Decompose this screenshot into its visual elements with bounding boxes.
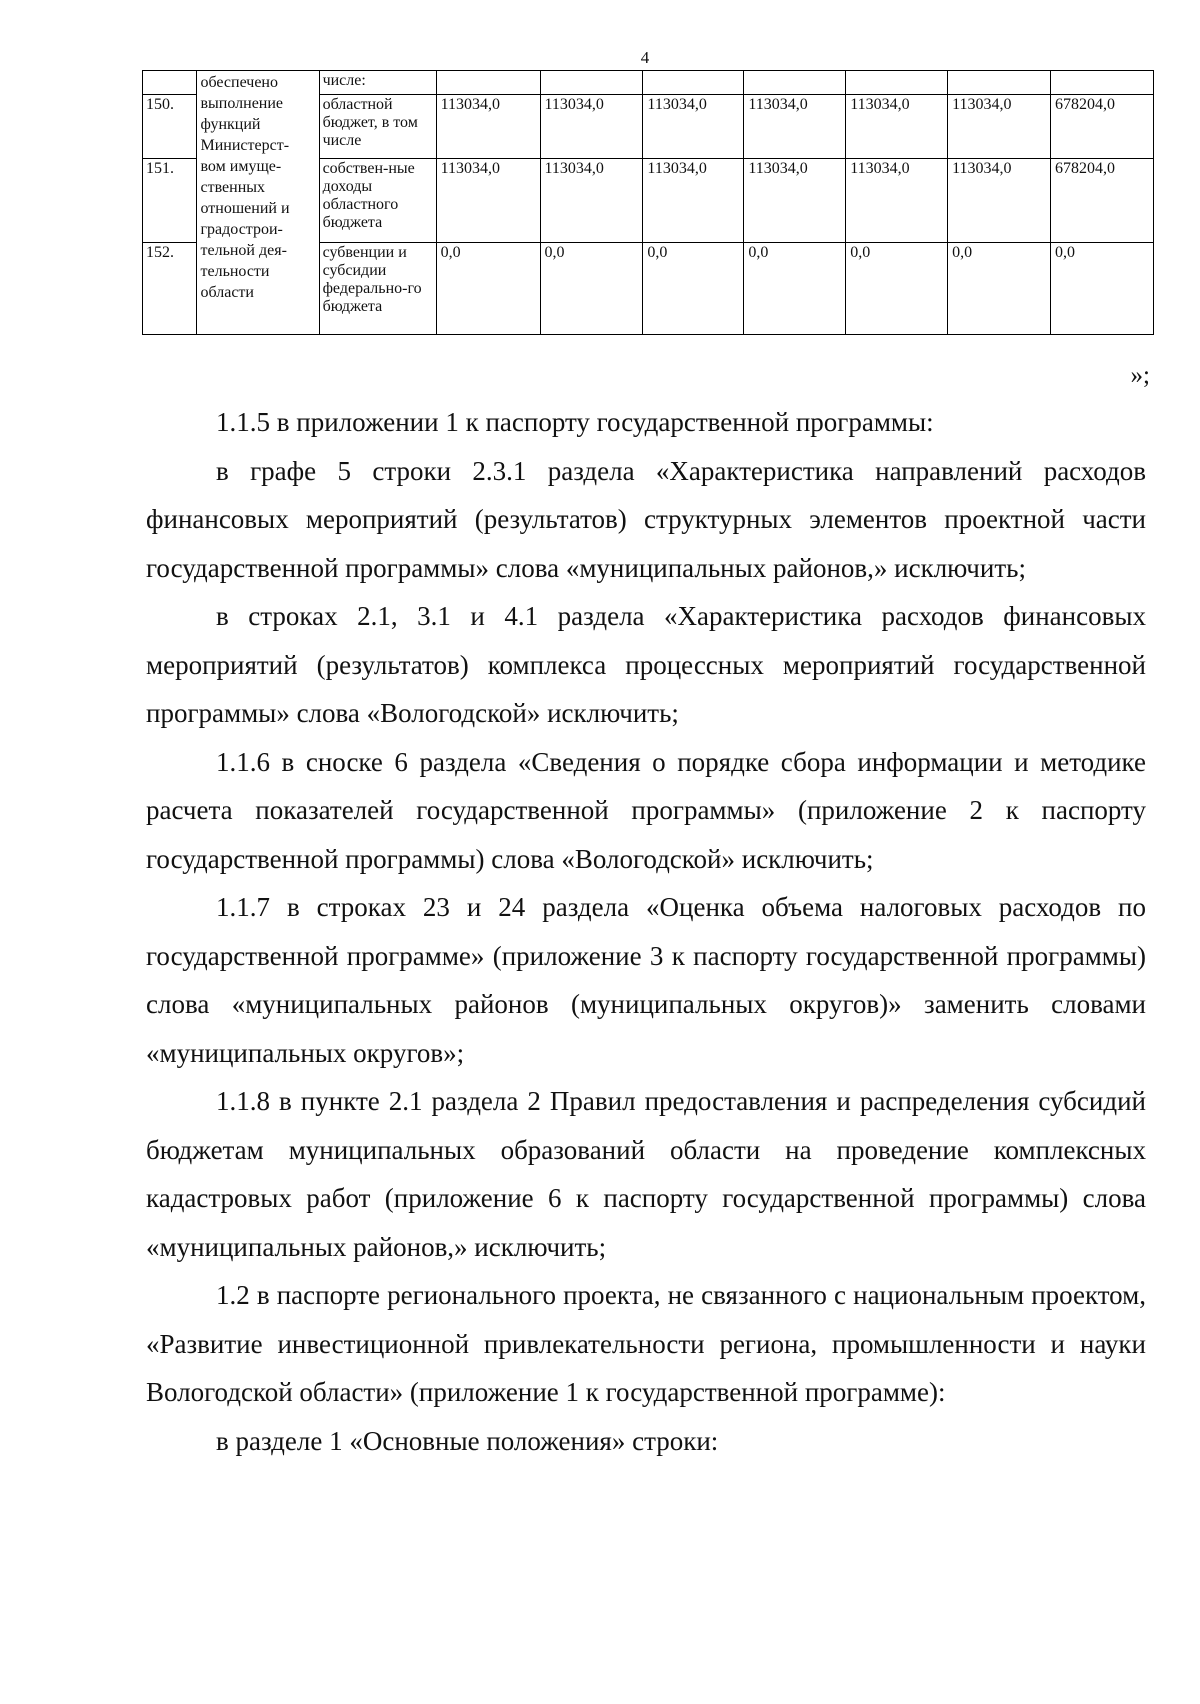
value-cell: 0,0 [744, 243, 846, 335]
value-cell: 0,0 [436, 243, 540, 335]
value-cell: 113034,0 [744, 95, 846, 159]
description-line: функций [200, 116, 261, 133]
value-cell [1051, 71, 1154, 95]
paragraph: 1.1.5 в приложении 1 к паспорту государственной программы: [216, 407, 934, 437]
closing-quote: »; [1130, 362, 1150, 389]
paragraph: 1.2 в паспорте регионального проекта, не связанного с национальным проектом, «Развитие инвестиционной привлекательности региона, промышленности и науки Вологодской области» (приложение 1 к государственной программе): [146, 1280, 1146, 1407]
value-cell: 113034,0 [744, 159, 846, 243]
value-cell: 0,0 [1051, 243, 1154, 335]
description-cell [197, 71, 319, 335]
row-number-cell: 152. [143, 243, 197, 335]
page-number: 4 [640, 48, 650, 67]
row-number-cell: 150. [143, 95, 197, 159]
description-line: Министерст- [200, 137, 290, 154]
value-cell [744, 71, 846, 95]
value-cell [643, 71, 744, 95]
value-cell [948, 71, 1051, 95]
funding-source-cell: областной бюджет, в том числе [319, 95, 436, 159]
paragraph: 1.1.8 в пункте 2.1 раздела 2 Правил предоставления и распределения субсидий бюджетам муниципальных образований области на проведение комплексных кадастровых работ (приложение 6 к паспорту государственной программы) слова «муниципальных районов,» исключить; [146, 1086, 1146, 1262]
paragraph: в графе 5 строки 2.3.1 раздела «Характеристика направлений расходов финансовых мероприятий (результатов) структурных элементов проектной части государственной программы» слова «муниципальных районов,» исключить; [146, 455, 1146, 583]
value-cell: 0,0 [846, 243, 948, 335]
value-cell: 113034,0 [643, 159, 744, 243]
value-cell: 0,0 [643, 243, 744, 335]
value-cell: 113034,0 [948, 95, 1051, 159]
value-cell [540, 71, 643, 95]
value-cell: 0,0 [948, 243, 1051, 335]
description-line: ственных [200, 179, 266, 196]
value-cell [846, 71, 948, 95]
description-line: выполнение [200, 95, 284, 112]
budget-table [142, 70, 1154, 335]
description-line: тельности [200, 263, 270, 280]
value-cell: 113034,0 [540, 95, 643, 159]
description-line: вом имуще- [200, 158, 282, 175]
value-cell: 0,0 [540, 243, 643, 335]
description-line: градострои- [200, 221, 283, 238]
value-cell: 678204,0 [1051, 159, 1154, 243]
paragraph: 1.1.6 в сноске 6 раздела «Сведения о порядке сбора информации и методике расчета показателей государственной программы» (приложение 2 к паспорту государственной программы) слова «Вологодской» исключить; [146, 746, 1146, 874]
value-cell: 113034,0 [643, 95, 744, 159]
description-line: области [200, 284, 254, 301]
value-cell: 113034,0 [846, 95, 948, 159]
table-row [143, 71, 1154, 95]
paragraph: в строках 2.1, 3.1 и 4.1 раздела «Характеристика расходов финансовых мероприятий (результатов) комплекса процессных мероприятий государственной программы» слова «Вологодской» исключить; [146, 601, 1146, 728]
description-line: отношений и [200, 200, 290, 217]
paragraph: 1.1.7 в строках 23 и 24 раздела «Оценка объема налоговых расходов по государственной программе» (приложение 3 к паспорту государственной программы) слова «муниципальных районов (муниципальных округов)» заменить словами «муниципальных округов»; [146, 892, 1146, 1068]
value-cell: 678204,0 [1051, 95, 1154, 159]
paragraph: в разделе 1 «Основные положения» строки: [216, 1425, 719, 1456]
value-cell: 113034,0 [540, 159, 643, 243]
funding-source-cell: числе: [319, 71, 436, 95]
value-cell: 113034,0 [436, 159, 540, 243]
value-cell: 113034,0 [846, 159, 948, 243]
funding-source-cell: собствен-ные доходы областного бюджета [319, 159, 436, 243]
row-number-cell [143, 71, 197, 95]
body-text [146, 398, 1146, 1465]
row-number-cell: 151. [143, 159, 197, 243]
value-cell [436, 71, 540, 95]
description-line: тельной дея- [200, 242, 287, 259]
funding-source-cell: субвенции и субсидии федерально-го бюджета [319, 243, 436, 335]
description-line: обеспечено [200, 74, 278, 91]
value-cell: 113034,0 [436, 95, 540, 159]
value-cell: 113034,0 [948, 159, 1051, 243]
